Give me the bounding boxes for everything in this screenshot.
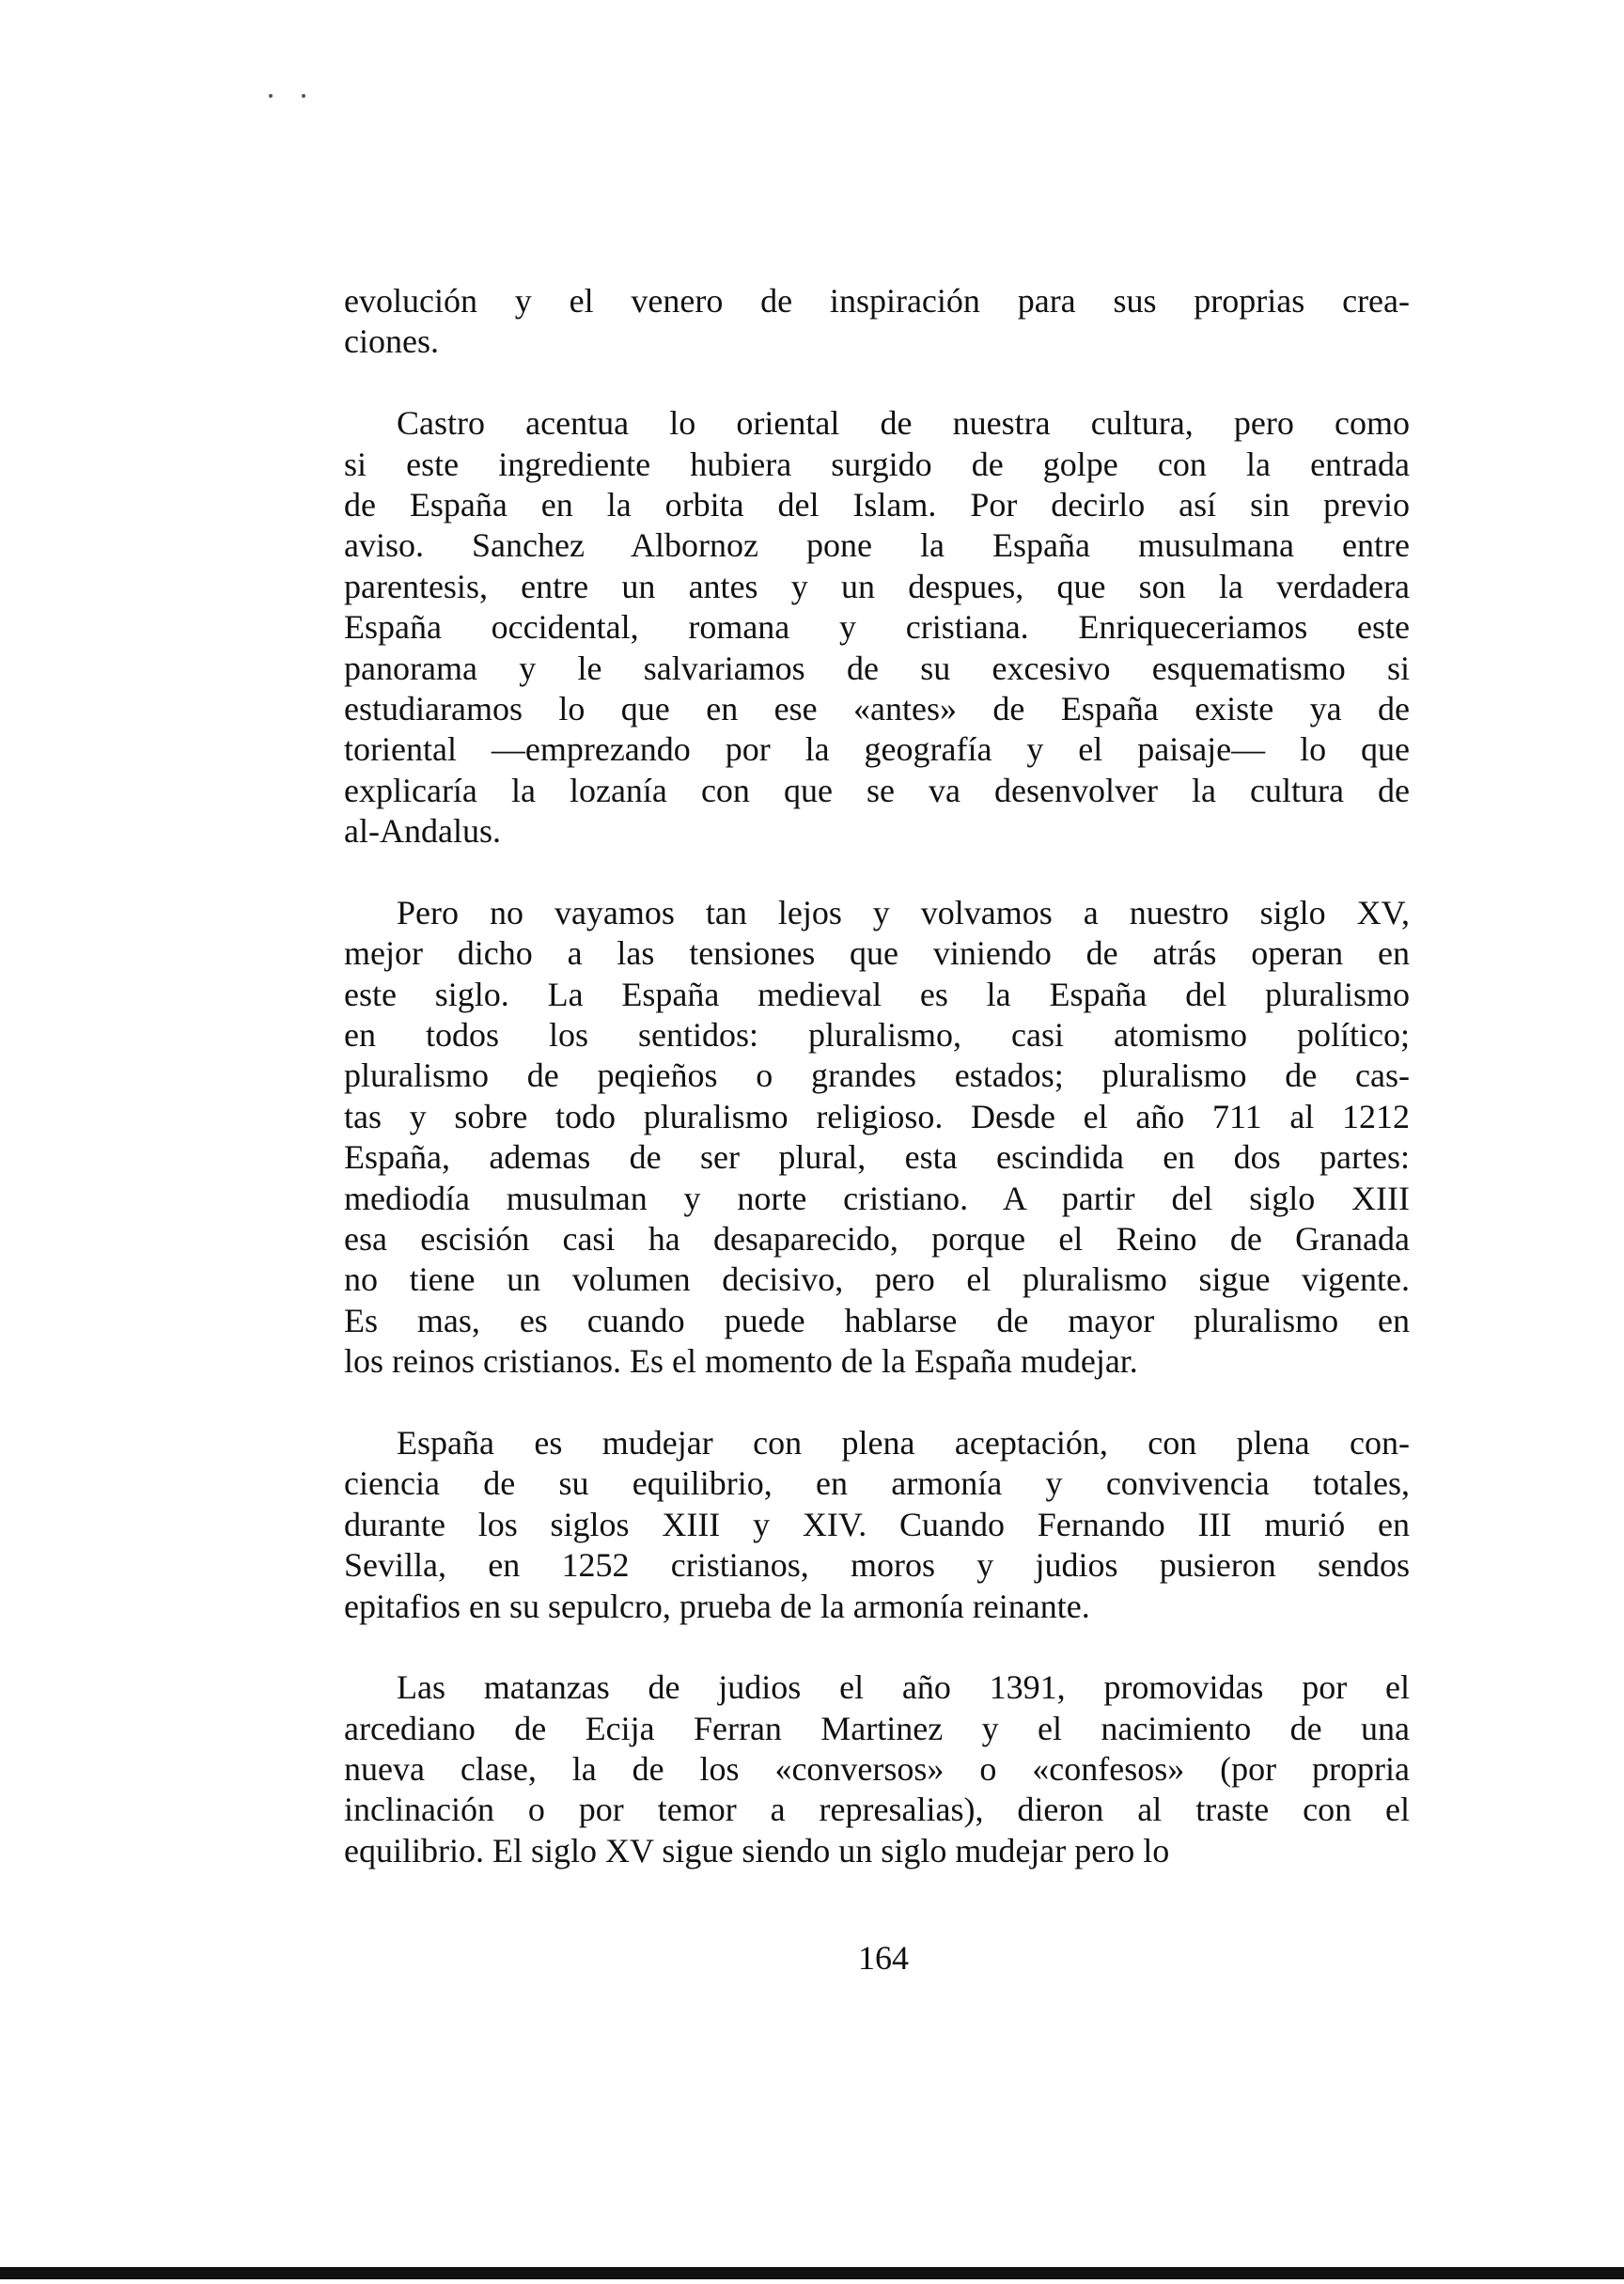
text-line: inclinación o por temor a represalias), dieron al traste con el [344, 1791, 1410, 1829]
text-line: epitafios en su sepulcro, prueba de la armonía reinante. [344, 1587, 1090, 1625]
text-line: al-Andalus. [344, 812, 501, 851]
text-line: estudiaramos lo que en ese «antes» de España existe ya de [344, 689, 1410, 727]
text-line: no tiene un volumen decisivo, pero el pluralismo sigue vigente. [344, 1260, 1410, 1299]
text-line: toriental —emprezando por la geografía y el paisaje— lo que [344, 730, 1410, 769]
text-line: aviso. Sanchez Albornoz pone la España musulmana entre [344, 526, 1410, 565]
text-line: Es mas, es cuando puede hablarse de mayor pluralismo en [344, 1301, 1410, 1339]
text-line: si este ingrediente hubiera surgido de golpe con la entrada [344, 445, 1410, 483]
text-line: explicaría la lozanía con que se va desenvolver la cultura de [344, 771, 1410, 809]
text-line: parentesis, entre un antes y un despues, que son la verdadera [344, 567, 1410, 605]
text-line: esa escisión casi ha desaparecido, porque el Reino de Granada [344, 1219, 1410, 1258]
text-line: España, ademas de ser plural, esta escindida en dos partes: [344, 1138, 1410, 1177]
text-line: este siglo. La España medieval es la España del pluralismo [344, 975, 1410, 1013]
text-line: pluralismo de peqieños o grandes estados; pluralismo de cas- [344, 1056, 1410, 1095]
text-line: en todos los sentidos: pluralismo, casi atomismo político; [344, 1016, 1410, 1055]
text-line: durante los siglos XIII y XIV. Cuando Fernando III murió en [344, 1505, 1410, 1543]
text-line: mejor dicho a las tensiones que viniendo de atrás operan en [344, 934, 1410, 973]
text-line: ciones. [344, 322, 439, 361]
scan-bottom-edge [0, 2267, 1624, 2279]
text-line: España occidental, romana y cristiana. Enriqueceriamos este [344, 608, 1410, 647]
paragraph [344, 281, 1410, 363]
paragraph [344, 403, 1410, 852]
text-line: nueva clase, la de los «conversos» o «confesos» (por propria [344, 1750, 1410, 1789]
text-line: arcediano de Ecija Ferran Martinez y el nacimiento de una [344, 1709, 1410, 1747]
text-line: Las matanzas de judios el año 1391, promovidas por el [397, 1668, 1410, 1707]
scan-speck [269, 94, 273, 98]
text-line: panorama y le salvariamos de su excesivo esquematismo si [344, 649, 1410, 687]
scan-speck [302, 94, 305, 98]
body-text [344, 281, 1410, 1913]
text-line: los reinos cristianos. Es el momento de la España mudejar. [344, 1342, 1138, 1381]
text-line: Sevilla, en 1252 cristianos, moros y judios pusieron sendos [344, 1546, 1410, 1585]
paragraph [344, 1423, 1410, 1627]
paragraph [344, 893, 1410, 1383]
text-line: equilibrio. El siglo XV sigue siendo un siglo mudejar pero lo [344, 1831, 1170, 1869]
text-line: Castro acentua lo oriental de nuestra cultura, pero como [397, 404, 1410, 443]
text-line: España es mudejar con plena aceptación, con plena con- [397, 1423, 1410, 1462]
text-line: tas y sobre todo pluralismo religioso. Desde el año 711 al 1212 [344, 1097, 1410, 1135]
text-line: ciencia de su equilibrio, en armonía y convivencia totales, [344, 1464, 1410, 1503]
text-line: de España en la orbita del Islam. Por decirlo así sin previo [344, 485, 1410, 524]
text-line: evolución y el venero de inspiración para sus proprias crea- [344, 282, 1410, 320]
text-line: mediodía musulman y norte cristiano. A partir del siglo XIII [344, 1179, 1410, 1217]
paragraph [344, 1667, 1410, 1871]
text-line: Pero no vayamos tan lejos y volvamos a nuestro siglo XV, [397, 893, 1410, 931]
page-number: 164 [858, 1939, 909, 1977]
